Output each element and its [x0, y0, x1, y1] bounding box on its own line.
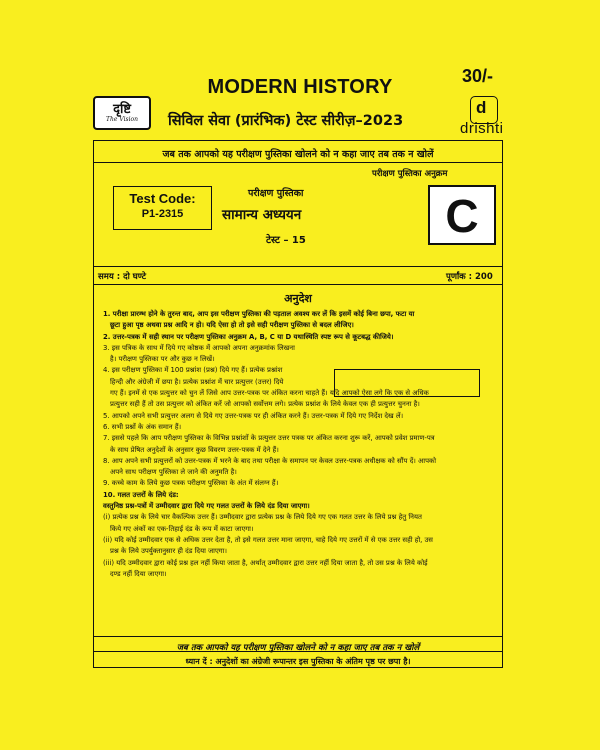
logo-tagline: The Vision — [106, 116, 138, 123]
max-marks: पूर्णांक : 200 — [446, 272, 493, 282]
instruction-line: 8. आप अपने सभी प्रत्युत्तरों को उत्तर-पत्रक में भरने के बाद तथा परीक्षा के समापन पर केवल उत्तर-पत्रक अधीक्षक को सौंप दें। आपको — [103, 456, 437, 465]
booklet-label: परीक्षण पुस्तिका — [248, 188, 304, 199]
page-title: MODERN HISTORY — [207, 76, 393, 98]
logo-text: दृष्टि — [113, 102, 131, 117]
test-code-box — [113, 186, 212, 230]
instruction-line: दण्ड नहीं दिया जाएगा। — [110, 569, 167, 578]
instruction-line: 10. गलत उत्तरों के लिये दंड: — [103, 490, 179, 499]
instruction-line: 3. इस पत्रिक के साथ में दिये गए कोष्ठक में आपको अपना अनुक्रमांक लिखना — [103, 343, 295, 352]
instruction-line: छूटा हुआ पृष्ठ अथवा प्रश्न आदि न हो। यदि ऐसा हो तो इसे सही परीक्षण पुस्तिका से बदल लीजिए। — [110, 321, 354, 330]
booklet-sequence-letter: C — [445, 190, 479, 242]
subject-title: सामान्य अध्ययन — [222, 207, 302, 223]
do-not-open-note: जब तक आपको यह परीक्षण पुस्तिका खोलने को न कहा जाए तब तक न खोलें — [162, 149, 434, 160]
instruction-line: के साथ प्रेषित अनुदेशों के अनुसार कुछ विवरण उत्तर-पत्रक में देने हैं। — [110, 445, 279, 454]
instruction-line: प्रश्न के लिये उपर्युक्तानुसार ही दंड दिया जाएगा। — [110, 547, 228, 556]
test-code-label: Test Code: — [129, 191, 196, 206]
instruction-line: है। परीक्षण पुस्तिका पर और कुछ न लिखें। — [110, 355, 215, 364]
instruction-line: 5. आपको अपने सभी प्रत्युत्तर अलग से दिये गए उत्तर-पत्रक पर ही अंकित करने हैं। उत्तर-पत्रक में दिये गए निर्देश देख लें। — [103, 411, 404, 420]
divider — [93, 162, 503, 163]
instruction-line: प्रत्युत्तर सही हैं तो उस प्रत्युत्तर को अंकित करें जो आपको सर्वोत्तम लगे। प्रत्येक प्रश्नांश के लिये केवल एक ही प्रत्युत्तर चुनना है। — [110, 400, 420, 409]
instruction-line: हिन्दी और अंग्रेजी में छपा है। प्रत्येक प्रश्नांश में चार प्रत्युत्तर (उत्तर) दिये — [110, 377, 284, 386]
instruction-line: 2. उत्तर-पत्रक में सही स्थान पर परीक्षण पुस्तिका अनुक्रम A, B, C या D यथास्थिति स्पष्ट रूप से कूटबद्ध कीजिये। — [103, 332, 394, 341]
instruction-line: 9. कच्चे काम के लिये कुछ पत्रक परीक्षण पुस्तिका के अंत में संलग्न हैं। — [103, 479, 279, 488]
instruction-line: किये गए अंकों का एक-तिहाई दंड के रूप में काटा जाएगा। — [110, 524, 254, 533]
divider — [93, 284, 503, 285]
instruction-line: गए हैं। इनमें से एक प्रत्युत्तर को चुन लें जिसे आप उत्तर-पत्रक पर अंकित करना चाहते हैं। यदि आपको ऐसा लगे कि एक से अधिक — [110, 389, 429, 398]
drishti-hindi-logo — [93, 96, 151, 130]
instruction-line: 1. परीक्षा प्रारम्भ होने के तुरन्त बाद, आप इस परीक्षण पुस्तिका की पड़ताल अवश्य कर लें कि इसमें कोई बिना छपा, फटा या — [103, 310, 415, 318]
booklet-sequence-box — [428, 185, 496, 245]
series-subtitle: सिविल सेवा (प्रारंभिक) टेस्ट सीरीज़–2023 — [168, 113, 404, 129]
test-number: टेस्ट – 15 — [266, 235, 306, 246]
footer-note: जब तक आपको यह परीक्षण पुस्तिका खोलने को न कहा जाए तब तक न खोलें — [176, 643, 420, 653]
brand-name: drishti — [460, 120, 504, 137]
divider — [93, 266, 503, 267]
instructions-title: अनुदेश — [284, 292, 312, 305]
drishti-logo-letter: d — [476, 98, 487, 117]
time-allowed: समय : दो घण्टे — [98, 272, 147, 282]
instruction-line: (ii) यदि कोई उम्मीदवार एक से अधिक उत्तर देता है, तो इसे गलत उत्तर माना जाएगा, चाहे दिये गए उत्तरों में से एक उत्तर सही हो, उस — [103, 535, 433, 544]
instruction-line: वस्तुनिष्ठ प्रश्न-पत्रों में उम्मीदवार द्वारा दिये गए गलत उत्तरों के लिये दंड दिया जाएगा। — [103, 502, 310, 511]
divider — [93, 636, 503, 637]
instruction-line: 6. सभी प्रश्नों के अंक समान हैं। — [103, 422, 182, 431]
instruction-line: अपने साथ परीक्षण पुस्तिका ले जाने की अनुमति है। — [110, 468, 237, 477]
test-code-value: P1-2315 — [141, 208, 184, 220]
instructions-list — [103, 309, 495, 580]
booklet-sequence-label: परीक्षण पुस्तिका अनुक्रम — [372, 169, 448, 179]
footer-attention: ध्यान दें : अनुदेशों का अंग्रेजी रूपान्तर इस पुस्तिका के अंतिम पृष्ठ पर छपा है। — [185, 657, 411, 666]
instruction-line: 7. इससे पहले कि आप परीक्षण पुस्तिका के विभिन्न प्रश्नांशों के प्रत्युत्तर उत्तर पत्रक पर अंकित करना शुरू करें, आपको प्रवेश प्रमाण-पत्र — [103, 434, 435, 443]
instruction-line: (i) प्रत्येक प्रश्न के लिये चार वैकल्पिक उत्तर हैं। उम्मीदवार द्वारा प्रत्येक प्रश्न के लिये दिये गए एक गलत उत्तर के लिये प्रश्न हेतु नियत — [103, 513, 422, 522]
price-label: 30/- — [462, 66, 494, 86]
instruction-line: (iii) यदि उम्मीदवार द्वारा कोई प्रश्न हल नहीं किया जाता है, अर्थात् उम्मीदवार द्वारा उत्तर नहीं दिया जाता है, तो उस प्रश्न के लिये कोई — [103, 558, 428, 567]
instruction-line: 4. इस परीक्षण पुस्तिका में 100 प्रश्नांश (प्रश्न) दिये गए हैं। प्रत्येक प्रश्नांश — [103, 366, 283, 375]
